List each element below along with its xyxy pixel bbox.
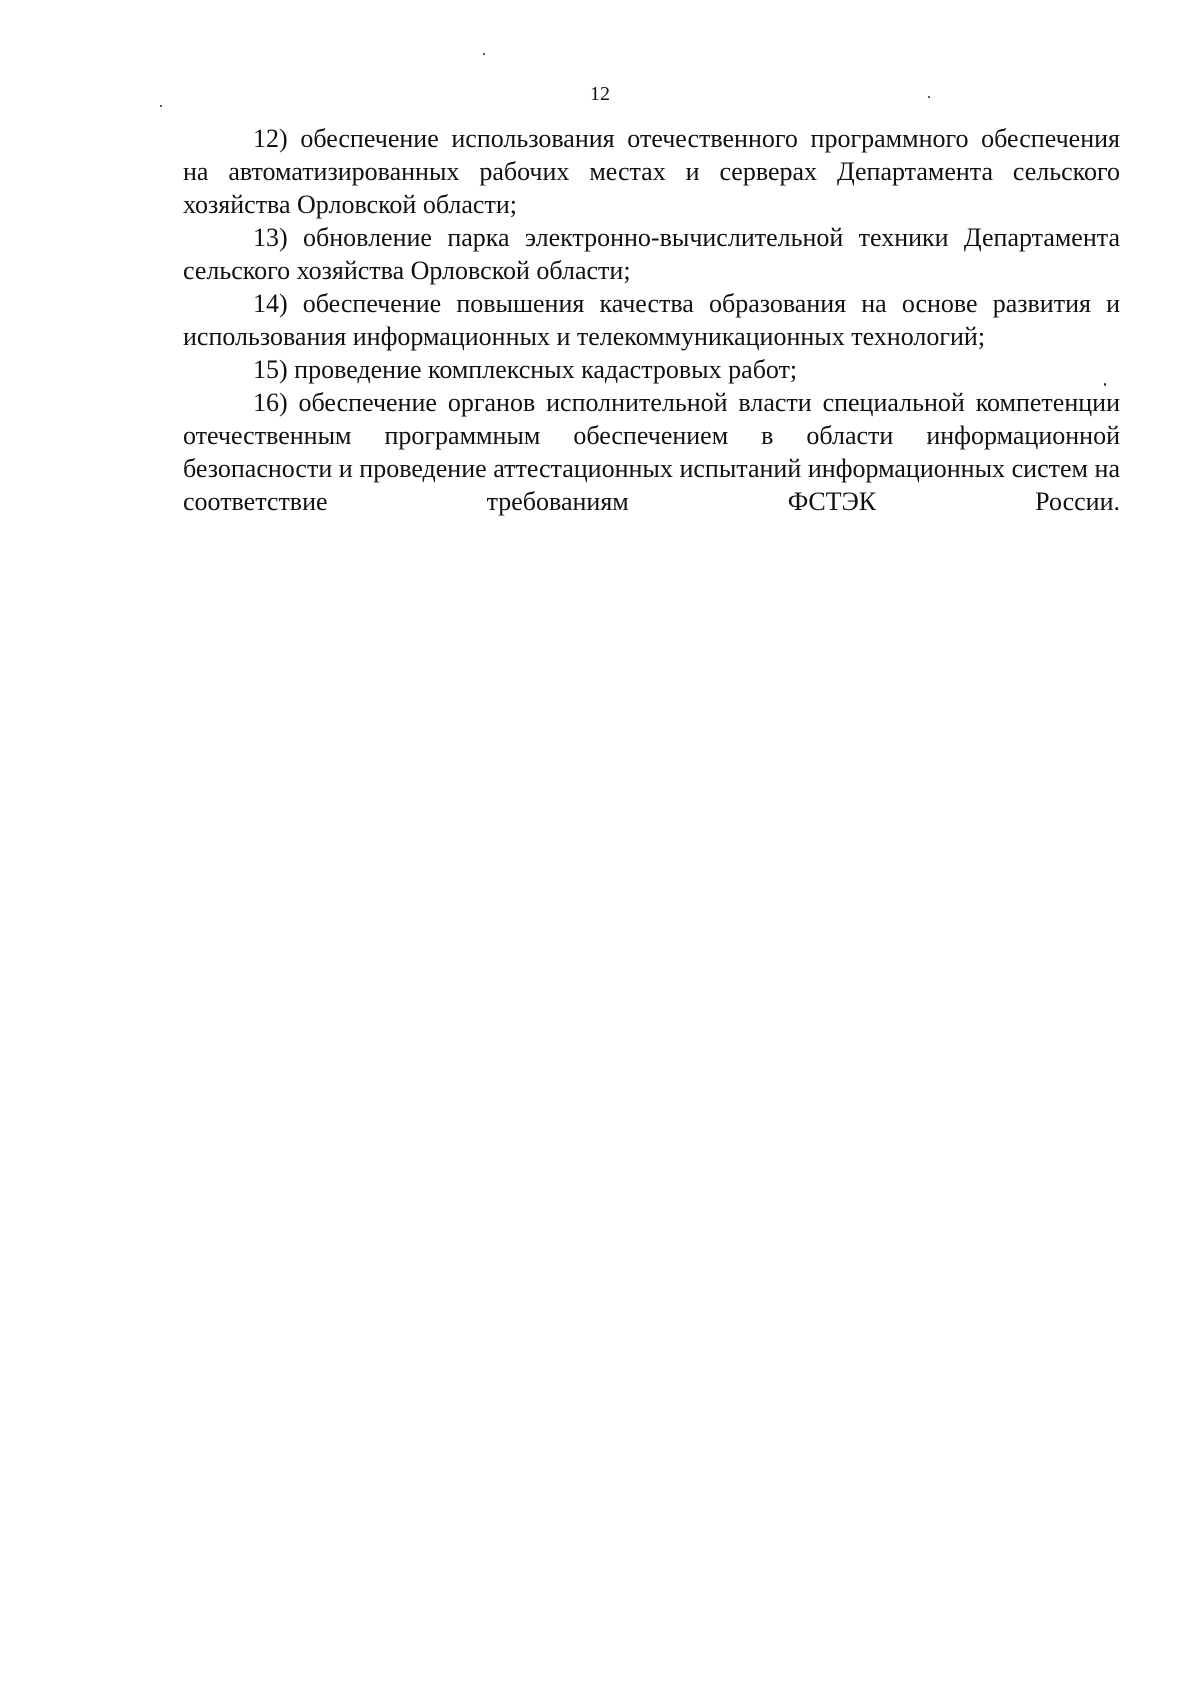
scan-speck	[483, 53, 485, 55]
list-item: 15) проведение комплексных кадастровых работ;	[253, 355, 798, 384]
page-number: 12	[590, 83, 610, 105]
list-item: 16) обеспечение органов исполнительной власти специальной компетенции отечественным программным обеспечением в области информационной безопасности и проведение аттестационных испытаний информационных систем на соответствие требованиям ФСТЭК России.	[183, 388, 1120, 516]
list-item: 13) обновление парка электронно-вычислительной техники Департамента сельского хозяйства Орловской области;	[183, 223, 1120, 285]
list-item: 12) обеспечение использования отечественного программного обеспечения на автоматизированных рабочих местах и серверах Департамента сельского хозяйства Орловской области;	[183, 124, 1120, 219]
document-body	[183, 122, 1120, 518]
list-item: 14) обеспечение повышения качества образования на основе развития и использования информационных и телекоммуникационных технологий;	[183, 289, 1120, 351]
